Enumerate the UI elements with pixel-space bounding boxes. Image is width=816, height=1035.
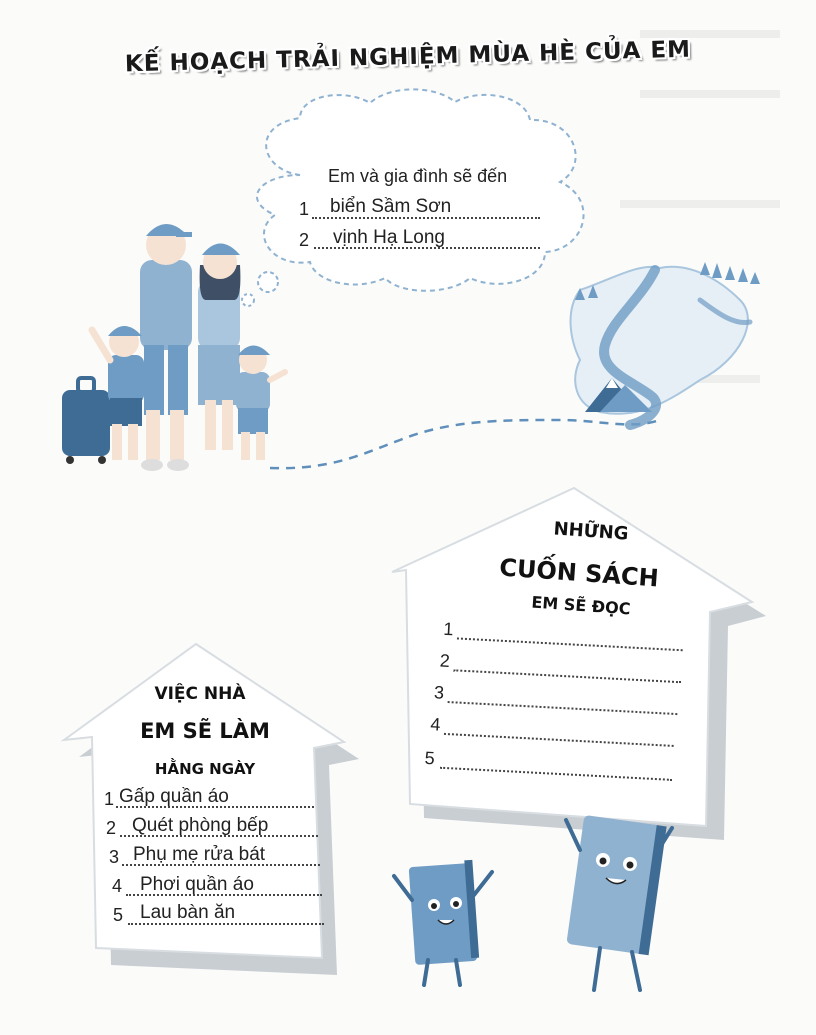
chores-item-number: 4	[112, 876, 123, 896]
chores-title-line2: EM SẼ LÀM	[140, 719, 270, 743]
chores-item-number: 2	[106, 818, 117, 838]
chores-item-text: Phụ mẹ rửa bát	[133, 844, 266, 865]
chores-title-line1: VIỆC NHÀ	[154, 684, 246, 704]
books-line	[440, 767, 672, 781]
books-line	[444, 733, 674, 747]
thought-cloud	[257, 89, 584, 290]
chores-item-text: Quét phòng bếp	[132, 815, 269, 836]
books-item-number: 5	[424, 747, 436, 769]
travel-item-number: 2	[299, 230, 310, 250]
chores-item-text: Lau bàn ăn	[140, 902, 236, 923]
books-item-number: 4	[429, 714, 441, 735]
travel-heading: Em và gia đình sẽ đến	[328, 166, 508, 186]
chores-item-text: Gấp quần áo	[119, 786, 229, 807]
books-line	[453, 669, 681, 683]
books-item-number: 2	[439, 650, 451, 672]
books-title-line1: NHỮNG	[552, 518, 630, 545]
chores-item-number: 5	[113, 905, 124, 925]
chores-item-number: 1	[104, 789, 115, 809]
books-title-line2: CUỐN SÁCH	[498, 553, 660, 593]
books-title-line3: EM SẼ ĐỌC	[530, 592, 632, 619]
landscape-map-icon	[571, 262, 760, 425]
book-character-small-icon	[394, 860, 492, 985]
chores-item-number: 3	[109, 847, 120, 867]
journey-path	[270, 420, 660, 468]
family-illustration	[62, 224, 285, 471]
travel-item-number: 1	[299, 199, 310, 219]
books-line	[457, 637, 683, 651]
books-list	[421, 618, 700, 812]
travel-item-text: vịnh Hạ Long	[333, 227, 445, 248]
books-line	[448, 701, 678, 715]
chores-item-text: Phơi quần áo	[140, 874, 254, 895]
travel-item-text: biển Sầm Sơn	[330, 196, 452, 217]
books-item-number: 1	[442, 618, 454, 640]
book-character-large-icon	[566, 815, 672, 990]
books-item-number: 3	[433, 682, 445, 703]
page-title: KẾ HOẠCH TRẢI NGHIỆM MÙA HÈ CỦA EM	[124, 36, 692, 78]
chores-title-line3: HẰNG NGÀY	[154, 760, 256, 778]
